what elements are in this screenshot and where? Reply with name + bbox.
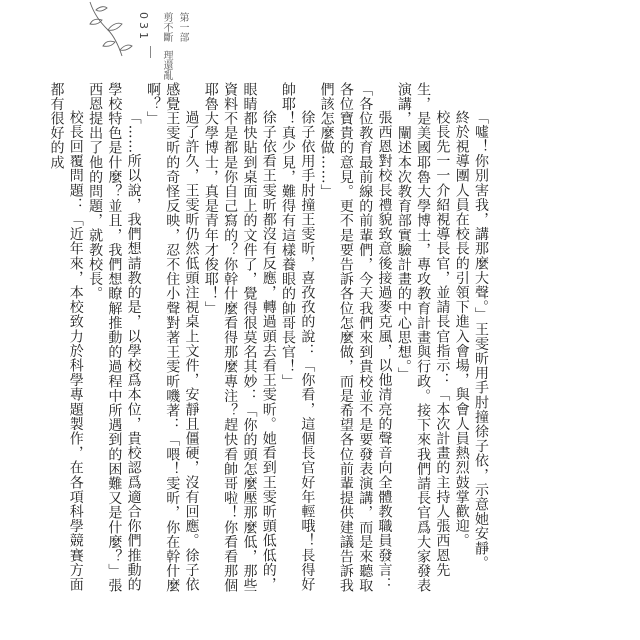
header-divider [150,46,151,58]
page-number: 031 [137,12,150,42]
chapter-title-second: 理還亂 [161,50,172,80]
running-head [160,12,189,80]
chapter-title [160,12,173,80]
paragraph: 徐子依用手肘撞王雯昕，喜孜孜的說：「你看，這個長官好年輕哦！長得好帥耶！真少見，難得有這樣養眼的帥哥長官！」 [280,82,316,592]
chapter-title-first: 剪不斷 [161,12,172,42]
paragraph: 張西恩對校長禮貌致意後接過麥克風，以他清亮的聲音向全體教職員發言：「各位教育最前線的前輩們，今天我們來到貴校並不是要發表演講，而是來聽取各位寶貴的意見。更不是要告訴各位怎麼做，而是希望各位前輩提供建議告訴我們該怎麼做……」 [318,82,393,593]
paragraph: 徐子依看王雯昕都沒有反應，轉過頭去看王雯昕。她看到王雯昕頭低低的，眼睛都快貼到桌面上的文件了，覺得很莫名其妙：「你的頭怎麼壓那麼低，那些資料不是都是你自己寫的？你幹什麼看得那麼專注？趕快看帥哥啦！你看看那個耶魯大學博士，真是青年才俊耶！」 [202,82,277,593]
paragraph: 「噓！你別害我，講那麼大聲。」王雯昕用手肘撞徐子依，示意她安靜。 [473,110,489,571]
part-label: 第一部 [177,12,188,42]
paragraph: 校長回覆問題：「近年來，本校致力於科學專題製作，在各項科學競賽方面都有很好的成 [48,82,84,592]
paragraph: 校長先一一介紹視導長官，並請長官指示：「本次計畫的主持人張西恩先生，是美國耶魯大學博士，專攻教育計畫與行政。接下來我們請長官爲大家發表演講，闡述本次教育部實驗計畫的中心思想。」 [395,82,451,593]
paragraph: 過了許久，王雯昕仍然低頭注視桌上文件，安靜且僵硬，沒有回應。徐子依感覺王雯昕的奇怪反映，忍不住小聲對著王雯昕嘰著：「喂！雯昕，你在幹什麼啊？」 [144,82,200,593]
paragraph: 終於視導團人員在校長的引領下進入會場，與會人員熱烈鼓掌歡迎。 [453,110,470,548]
body-text [46,82,490,600]
paragraph: 「……所以說，我們想請教的是，以學校爲本位，貴校認爲適合你們推動的學校特色是什麼？並且，我們想瞭解推動的過程中所遇到的困難又是什麼？」張西恩提出了他的問題，就教校長。 [87,82,142,593]
